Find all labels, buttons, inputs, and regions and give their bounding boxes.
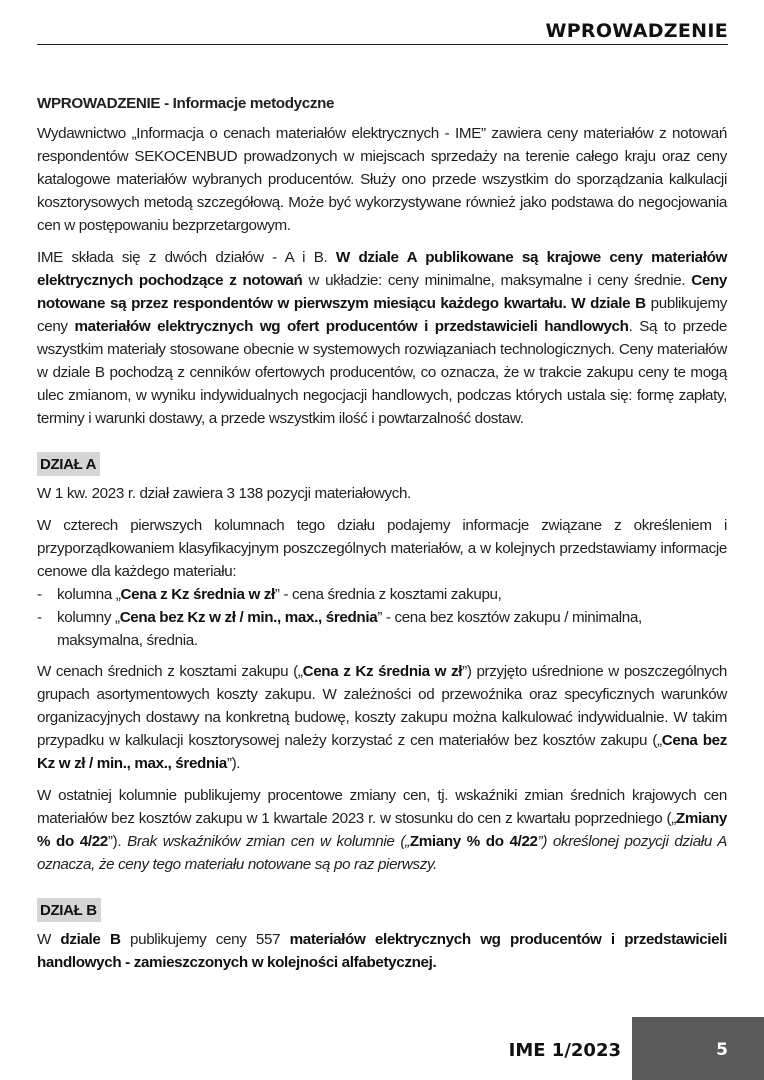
column-list [37, 583, 727, 652]
section-a-paragraph-3 [37, 660, 727, 775]
section-a-paragraph-4 [37, 784, 727, 876]
bold-run: W dziale A publikowane są krajowe ceny materiałów elektrycznych pochodzące z notowań [37, 249, 727, 289]
bold-run: Cena bez Kz w zł / min., max., średnia [119, 609, 378, 626]
text-run: publikujemy ceny 557 [120, 931, 290, 948]
text-run: W [37, 931, 61, 948]
publication-label: IME 1/2023 [508, 1040, 621, 1061]
intro-heading: WPROWADZENIE - Informacje metodyczne [37, 95, 335, 112]
text-run: w układzie: ceny minimalne, maksymalne i ceny średnie. [302, 272, 692, 289]
bold-run: Cena bez Kz w zł / min., max., średnia [37, 732, 727, 772]
list-item [37, 583, 727, 606]
intro-paragraph-2 [37, 246, 727, 430]
italic-run: Brak wskaźników zmian cen w kolumnie („ [127, 833, 410, 850]
text-run: W ostatniej kolumnie publikujemy procentowe zmiany cen, tj. wskaźniki zmian średnich krajowych cen materiałów bez kosztów zakupu w 1 kwartale 2023 r. w stosunku do cen z kwartału poprzedniego („ [37, 787, 727, 827]
bold-run: Zmiany % do 4/22 [37, 810, 727, 850]
bold-run: Ceny notowane są przez respondentów w pierwszym miesiącu każdego kwartału. W dziale B [37, 272, 727, 312]
section-a-paragraph-1: W 1 kw. 2023 r. dział zawiera 3 138 pozycji materiałowych. [37, 485, 411, 502]
bold-run: dziale B [60, 931, 121, 948]
section-b [37, 898, 727, 974]
text-run: W cenach średnich z kosztami zakupu („ [37, 663, 303, 680]
running-header-title: WPROWADZENIE [545, 20, 728, 42]
page-content [37, 92, 727, 983]
text-run: ” - cena bez kosztów zakupu / minimalna, maksymalna, średnia. [57, 609, 642, 649]
dash-marker: - [37, 586, 42, 603]
bold-run: Cena z Kz średnia w zł [120, 586, 275, 603]
text-run: kolumny „ [57, 609, 120, 626]
section-b-tag: DZIAŁ B [37, 898, 101, 922]
text-run: publikujemy ceny [37, 295, 727, 335]
dash-marker: - [37, 609, 42, 626]
section-b-paragraph-1 [37, 928, 727, 974]
text-run: kolumna „ [57, 586, 121, 603]
page-number: 5 [716, 1040, 728, 1060]
section-a-paragraph-2: W czterech pierwszych kolumnach tego działu podajemy informacje związane z określeniem i przyporządkowaniem klasyfikacyjnym poszczególnych materiałów, a w kolejnych przedstawiamy informacje cenowe dla każdego materiału: [37, 517, 727, 580]
text-run: ” - cena średnia z kosztami zakupu, [274, 586, 502, 603]
text-run: ”) przyjęto uśrednione w poszczególnych grupach asortymentowych koszty zakupu. W zależności od przewoźnika oraz specyficznych warunków organizacyjnych dostawy na konkretną budowę, koszty zakupu można kalkulować indywidualnie. W takim przypadku w kalkulacji kosztorysowej należy korzystać z cen materiałów bez kosztów zakupu („ [37, 663, 727, 749]
bold-run: materiałów elektrycznych wg ofert producentów i przedstawicieli handlowych [74, 318, 629, 335]
text-run: . Są to przede wszystkim materiały stosowane obecnie w systemowych rozwiązaniach technologicznych. Ceny materiałów w dziale B pochodzą z cenników ofertowych producentów, co oznacza, że w trakcie zakupu ceny te mogą ulec zmianom, w wyniku indywidualnych negocjacji handlowych, podczas których ustala się: formę zapłaty, terminy i warunki dostawy, a przede wszystkim ilość i powtarzalność dostaw. [37, 318, 727, 427]
header-divider [37, 44, 728, 45]
text-run: ”). [107, 833, 128, 850]
bold-run: Cena z Kz średnia w zł [302, 663, 463, 680]
page-number-box [632, 1017, 764, 1080]
italic-run: ”) określonej pozycji działu A oznacza, że ceny tego materiału notowane są po raz pierwszy. [37, 833, 727, 873]
list-item [37, 606, 727, 652]
section-a [37, 452, 727, 876]
bold-run: Zmiany % do 4/22 [409, 833, 538, 850]
bold-run: materiałów elektrycznych wg producentów i przedstawicieli handlowych - zamieszczonych w kolejności alfabetycznej. [37, 931, 728, 971]
section-a-tag: DZIAŁ A [37, 452, 100, 476]
text-run: IME składa się z dwóch działów - A i B. [37, 249, 336, 266]
intro-paragraph-1: Wydawnictwo „Informacja o cenach materiałów elektrycznych - IME” zawiera ceny materiałów z notowań respondentów SEKOCENBUD prowadzonych w miejscach sprzedaży na terenie całego kraju oraz ceny katalogowe materiałów wybranych producentów. Służy ono przede wszystkim do sporządzania kalkulacji kosztorysowych metodą szczegółową. Może być wykorzystywane również jako podstawa do negocjowania cen w postępowaniu bezprzetargowym. [37, 125, 727, 234]
text-run: ”). [226, 755, 241, 772]
